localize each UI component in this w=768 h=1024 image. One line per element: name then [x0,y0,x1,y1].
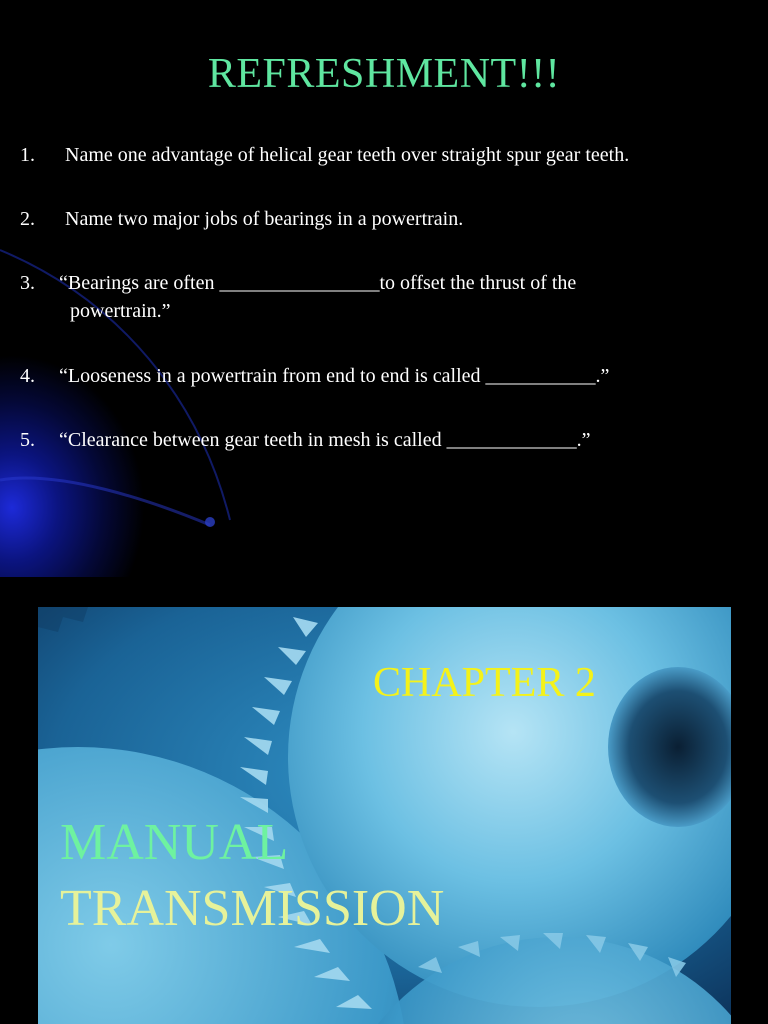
slide-chapter-title [38,607,731,1024]
question-number: 4. [20,365,35,387]
question-text: “Bearings are often ________________to offset the thrust of the [59,272,577,294]
question-3 [20,269,576,325]
question-number: 2. [20,208,35,230]
question-number: 1. [20,144,35,166]
question-text: “Clearance between gear teeth in mesh is called _____________.” [59,429,591,451]
question-text: Name two major jobs of bearings in a powertrain. [65,208,464,230]
question-text-continued: powertrain.” [70,300,171,322]
question-5 [20,426,590,454]
title-line-transmission: TRANSMISSION [60,880,445,937]
question-text: “Looseness in a powertrain from end to end is called ___________.” [59,365,610,387]
chapter-label: CHAPTER 2 [373,660,596,706]
title-line-manual: MANUAL [60,814,289,871]
question-1 [20,141,629,169]
question-number: 5. [20,429,35,451]
question-4 [20,362,609,390]
slide-title: REFRESHMENT!!! [207,51,561,97]
question-2 [20,205,463,233]
question-number: 3. [20,272,35,294]
question-text: Name one advantage of helical gear teeth over straight spur gear teeth. [65,144,630,166]
